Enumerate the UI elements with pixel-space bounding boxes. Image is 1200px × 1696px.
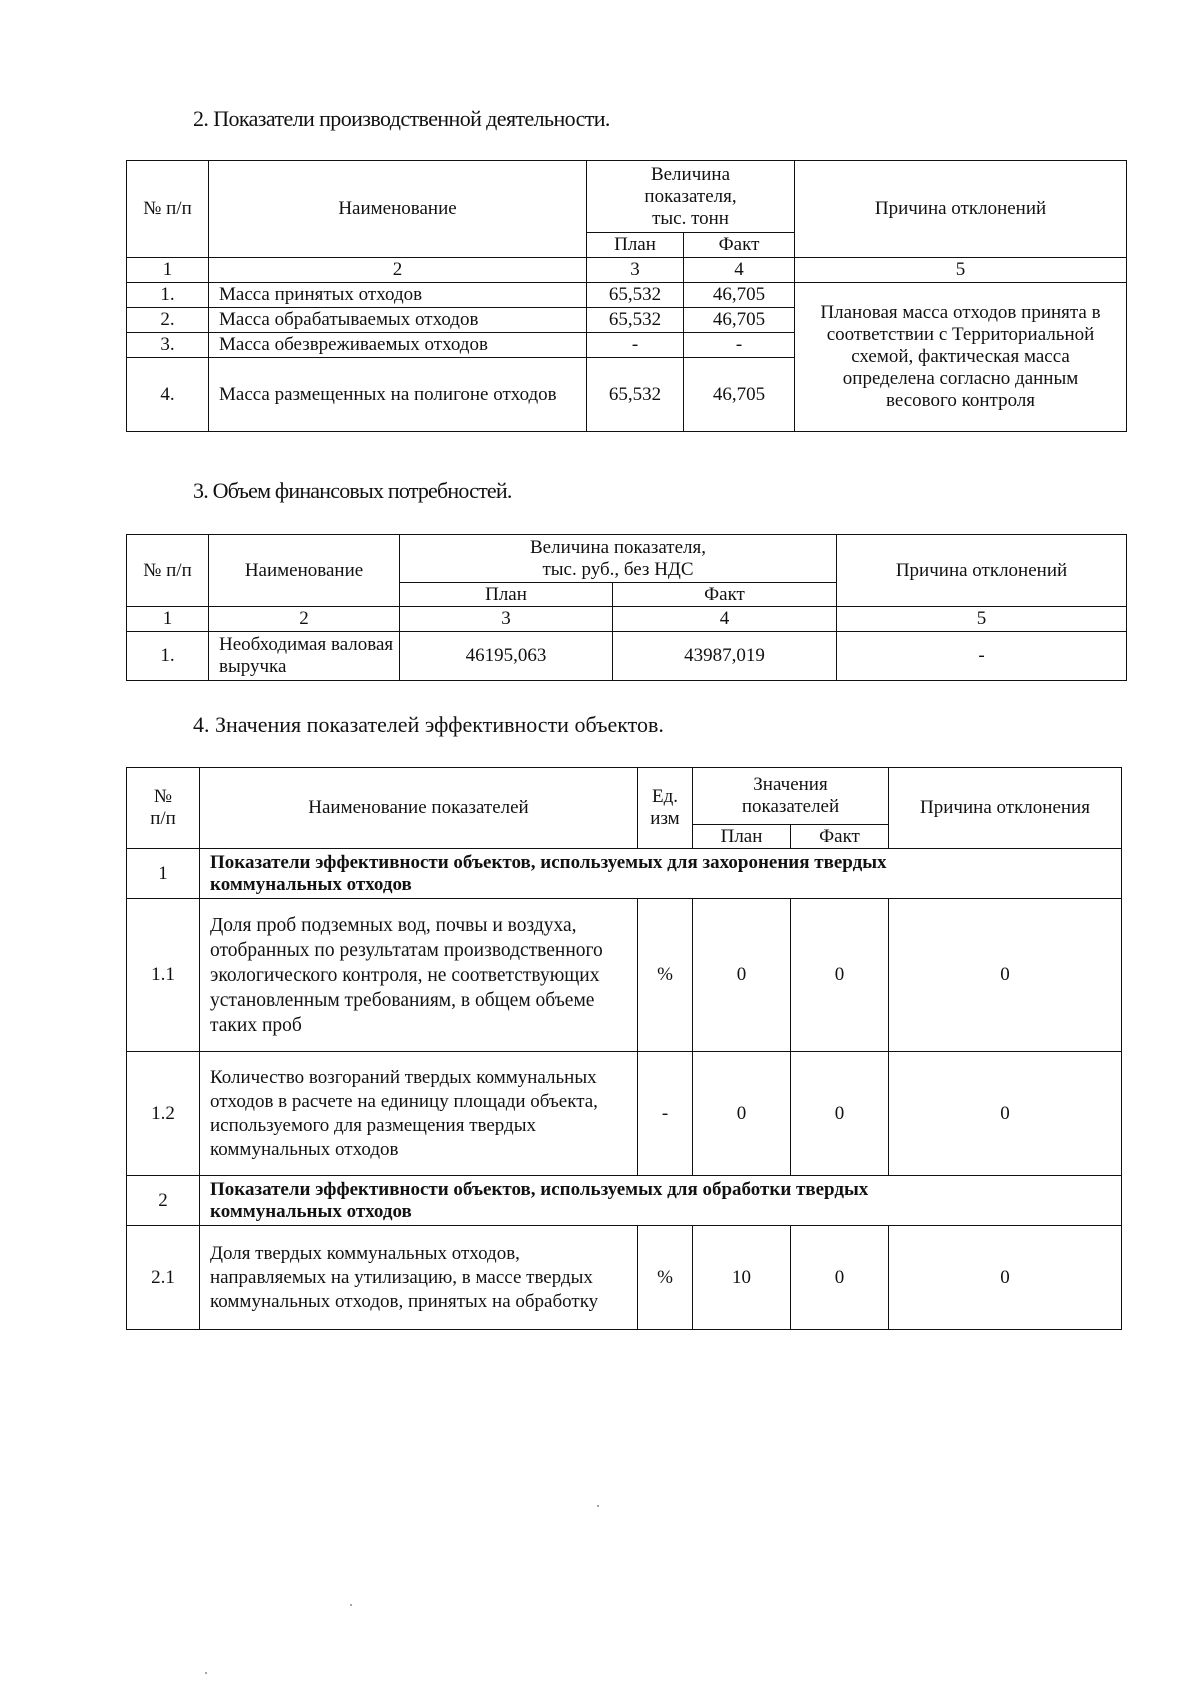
value-header-line3: тыс. тонн (652, 207, 729, 229)
row-name: Количество возгораний твердых коммунальных отходов в расчете на единицу площади объекта, используемого для размещения твердых коммунальных отходов (200, 1052, 638, 1176)
production-indicators-table (126, 160, 1127, 432)
row-plan: 65,532 (587, 308, 684, 333)
row-reason: 0 (889, 1226, 1122, 1330)
unit-header-line2: изм (650, 808, 680, 829)
row-fact: 46,705 (684, 308, 795, 333)
row-plan: - (587, 333, 684, 358)
colnum-cell: 4 (684, 258, 795, 283)
col-plan-header: План (587, 233, 684, 258)
num-header-line1: № (153, 786, 173, 807)
row-num: 3. (127, 333, 209, 358)
col-plan-header: План (400, 583, 613, 607)
col-value-header (587, 161, 795, 233)
section4-heading: 4. Значения показателей эффективности объектов. (193, 712, 664, 737)
scan-speck (205, 1672, 207, 1674)
financial-needs-table (126, 534, 1127, 681)
row-plan: 0 (693, 899, 791, 1052)
col-plan-header: План (693, 825, 791, 849)
row-num: 1.1 (127, 899, 200, 1052)
row-fact: - (684, 333, 795, 358)
values-header-line1: Значения (753, 774, 828, 795)
row-plan: 10 (693, 1226, 791, 1330)
scan-speck (350, 1604, 352, 1606)
colnum-cell: 3 (400, 607, 613, 632)
row-plan: 0 (693, 1052, 791, 1176)
col-values-header (693, 768, 889, 825)
row-name: Масса размещенных на полигоне отходов (209, 358, 587, 432)
value-header-line2: показателя, (644, 185, 737, 207)
col-reason-header: Причина отклонений (795, 161, 1127, 258)
colnum-cell: 2 (209, 258, 587, 283)
col-fact-header: Факт (684, 233, 795, 258)
group-row (127, 849, 1122, 899)
row-reason: 0 (889, 899, 1122, 1052)
efficiency-indicators-table (126, 767, 1122, 1330)
row-plan: 46195,063 (400, 632, 613, 681)
colnum-cell: 4 (613, 607, 837, 632)
row-fact: 0 (791, 899, 889, 1052)
col-name-header: Наименование (209, 161, 587, 258)
group-num: 2 (127, 1176, 200, 1226)
group-num: 1 (127, 849, 200, 899)
group-title: Показатели эффективности объектов, используемых для обработки твердых коммунальных отходов (200, 1176, 1122, 1226)
table-row (127, 899, 1122, 1052)
colnum-cell: 1 (127, 258, 209, 283)
group-title: Показатели эффективности объектов, используемых для захоронения твердых коммунальных отходов (200, 849, 1122, 899)
table-row (127, 1052, 1122, 1176)
row-name: Масса обезвреживаемых отходов (209, 333, 587, 358)
row-unit: % (638, 899, 693, 1052)
row-unit: - (638, 1052, 693, 1176)
section3-heading: 3. Объем финансовых потребностей. (193, 478, 512, 503)
table-row (127, 1226, 1122, 1330)
row-fact: 46,705 (684, 283, 795, 308)
row-reason: - (837, 632, 1127, 681)
col-num-header: № п/п (127, 535, 209, 607)
col-reason-header: Причина отклонений (837, 535, 1127, 607)
row-num: 4. (127, 358, 209, 432)
col-name-header: Наименование (209, 535, 400, 607)
unit-header-line1: Ед. (651, 786, 679, 807)
row-name: Доля твердых коммунальных отходов, направляемых на утилизацию, в массе твердых коммунальных отходов, принятых на обработку (200, 1226, 638, 1330)
row-fact: 0 (791, 1226, 889, 1330)
colnum-cell: 2 (209, 607, 400, 632)
colnum-cell: 3 (587, 258, 684, 283)
table-row (127, 283, 1127, 308)
row-num: 1. (127, 283, 209, 308)
row-num: 1.2 (127, 1052, 200, 1176)
row-fact: 0 (791, 1052, 889, 1176)
col-num-header: № п/п (127, 161, 209, 258)
col-reason-header: Причина отклонения (889, 768, 1122, 849)
row-unit: % (638, 1226, 693, 1330)
value-header-line1: Величина (650, 163, 731, 185)
colnum-cell: 5 (837, 607, 1127, 632)
row-name: Доля проб подземных вод, почвы и воздуха, отобранных по результатам производственного экологического контроля, не соответствующих установленным требованиям, в общем объеме таких проб (200, 899, 638, 1052)
col-value-header (400, 535, 837, 583)
column-number-row (127, 607, 1127, 632)
col-fact-header: Факт (791, 825, 889, 849)
row-plan: 65,532 (587, 358, 684, 432)
row-reason: 0 (889, 1052, 1122, 1176)
group-row (127, 1176, 1122, 1226)
col-unit-header (638, 768, 693, 849)
values-header-line2: показателей (741, 796, 840, 817)
scan-speck (597, 1505, 599, 1507)
row-num: 2. (127, 308, 209, 333)
row-name: Необходимая валовая выручка (209, 632, 400, 681)
column-number-row (127, 258, 1127, 283)
deviation-reason: Плановая масса отходов принята в соответствии с Территориальной схемой, фактическая масса определена согласно данным весового контроля (795, 283, 1127, 432)
value-header-line2: тыс. руб., без НДС (542, 558, 694, 580)
row-name: Масса обрабатываемых отходов (209, 308, 587, 333)
colnum-cell: 5 (795, 258, 1127, 283)
value-header-line1: Величина показателя, (529, 536, 707, 558)
row-num: 2.1 (127, 1226, 200, 1330)
col-name-header: Наименование показателей (200, 768, 638, 849)
num-header-line2: п/п (150, 808, 176, 829)
table-row (127, 632, 1127, 681)
row-plan: 65,532 (587, 283, 684, 308)
section2-heading: 2. Показатели производственной деятельности. (193, 106, 610, 131)
row-name: Масса принятых отходов (209, 283, 587, 308)
row-fact: 43987,019 (613, 632, 837, 681)
colnum-cell: 1 (127, 607, 209, 632)
row-num: 1. (127, 632, 209, 681)
col-num-header (127, 768, 200, 849)
row-fact: 46,705 (684, 358, 795, 432)
col-fact-header: Факт (613, 583, 837, 607)
